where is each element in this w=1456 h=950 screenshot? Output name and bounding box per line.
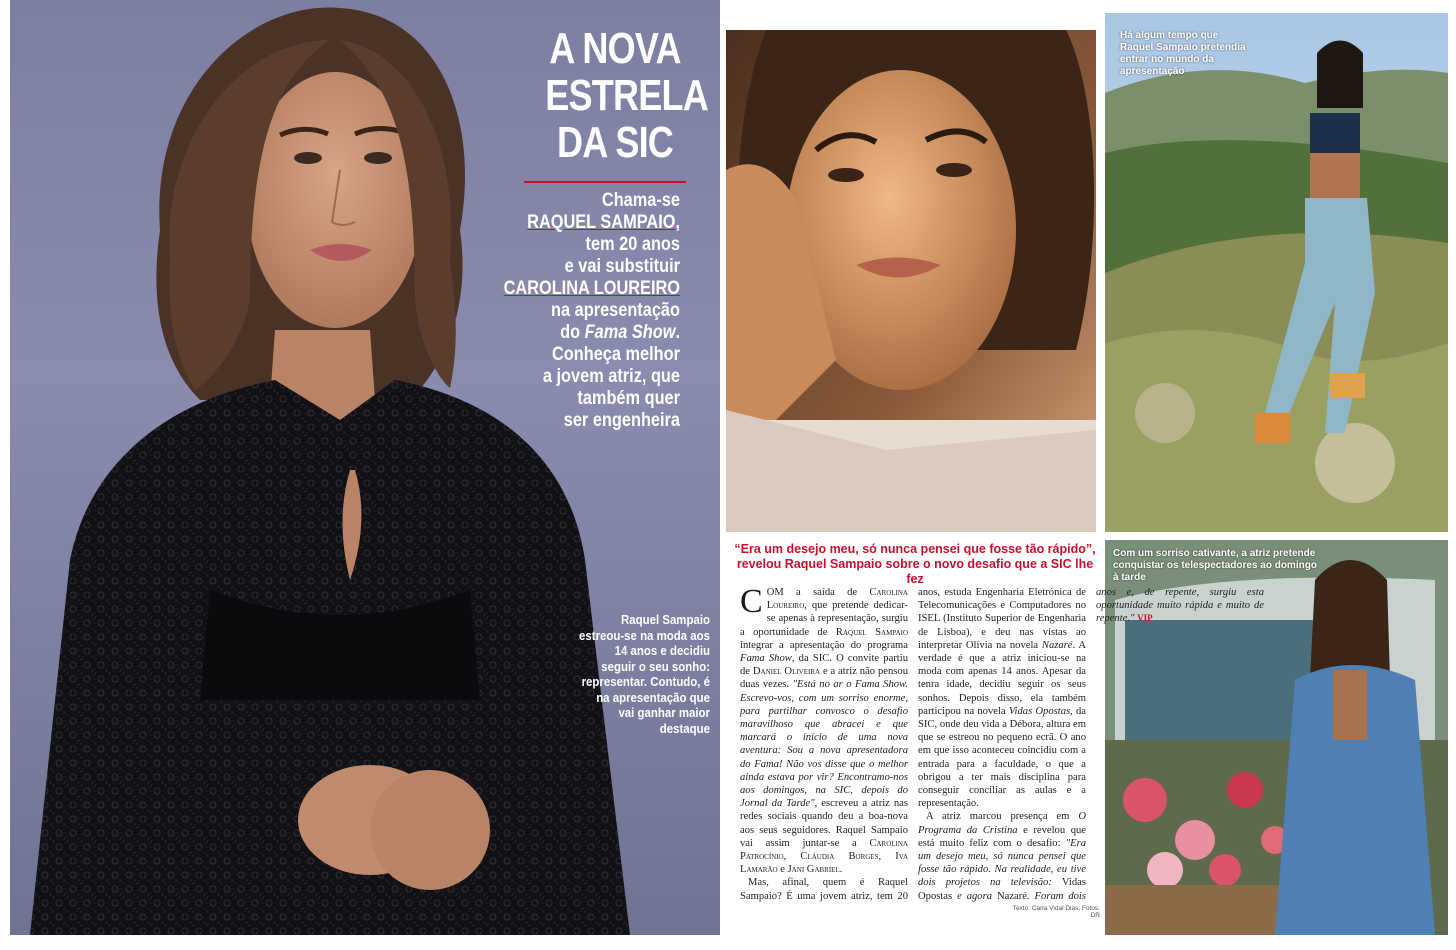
article-text: e a atriz não pensou duas vezes. xyxy=(740,666,908,691)
article-paragraph-1 xyxy=(740,583,909,876)
photo-credit: Texto: Carla Vidal Dias; Fotos: DR xyxy=(1012,905,1100,919)
article-text: Vidas Opostas xyxy=(918,877,1086,902)
article-text: , escreveu a atriz nas redes sociais quando deu a boa-nova aos seus seguidores. Raquel Sampaio vai assim juntar-se a xyxy=(740,798,908,849)
article-name: Carolina Loureiro xyxy=(766,587,908,612)
article-text: e xyxy=(777,864,788,876)
article-italic: Nazaré xyxy=(1041,639,1073,651)
standfirst-show-name: Fama Show xyxy=(584,322,676,343)
article-quote: "Era um desejo meu, só nunca pensei que fosse tão rápido. Na realidade, eu tive dois projetos na televisão: xyxy=(918,837,1086,889)
standfirst-line: e vai substituir xyxy=(564,256,680,277)
article-name: Jani Gabriel xyxy=(787,864,840,876)
standfirst-name-raquel: RAQUEL SAMPAIO, xyxy=(527,212,680,233)
article-text: . xyxy=(839,864,843,876)
article-text: OM a saída de xyxy=(766,587,870,598)
pull-quote: “Era um desejo meu, só nunca pensei que fosse tão rápido”, revelou Raquel Sampaio sobre o novo desafio que a SIC lhe fez xyxy=(734,542,1096,586)
standfirst-text: . xyxy=(675,322,680,343)
article-quote: e agora xyxy=(952,890,997,902)
standfirst-line: Chama-se xyxy=(601,190,680,211)
headline-line-3: DA SIC xyxy=(556,118,674,167)
left-photo-caption: Raquel Sampaio estreou-se na moda aos 14 anos e decidiu seguir o seu sonho: representar. Contudo, é na apresentação que vai ganhar maior destaque xyxy=(579,612,710,736)
mountain-photo-caption: Há algum tempo que Raquel Sampaio pretendia entrar no mundo da apresentação xyxy=(1120,30,1246,77)
article-italic: Vidas Opostas xyxy=(1008,705,1071,717)
standfirst-name-carolina: CAROLINA LOUREIRO xyxy=(503,278,680,299)
standfirst xyxy=(499,190,680,432)
standfirst-line: a jovem atriz, que xyxy=(542,366,680,387)
left-page xyxy=(10,0,720,935)
article-text: , da SIC. O convite partiu de xyxy=(740,653,908,678)
article-italic: Fama Show xyxy=(740,653,792,665)
drop-cap: C xyxy=(740,583,763,620)
standfirst-line: na apresentação xyxy=(551,300,680,321)
article-text: A atriz marcou presença em xyxy=(926,811,1079,823)
standfirst-text: do xyxy=(560,322,585,343)
article-text: , que pretende dedicar-se apenas à representação, surgiu a oportunidade de xyxy=(740,600,908,638)
headline-line-1: A NOVA xyxy=(549,24,681,73)
market-photo-caption: Com um sorriso cativante, a atriz pretende conquistar os telespectadores ao domingo à tarde xyxy=(1113,548,1317,583)
article-name: Daniel Oliveira xyxy=(752,666,821,678)
article-text: e revelou que está muito feliz com o desafio: xyxy=(918,824,1086,849)
standfirst-line: Conheça melhor xyxy=(551,344,680,365)
headline xyxy=(545,24,708,167)
headline-rule xyxy=(524,181,686,183)
article-body xyxy=(740,583,1264,906)
article-text: . A verdade é que a atriz iniciou-se na moda com apenas 14 anos. Apesar da tenra idade, decidiu seguir os seus sonhos. Depois disso, ela também participou na novela xyxy=(918,639,1086,717)
article-text: Nazaré xyxy=(996,890,1027,902)
standfirst-line: tem 20 anos xyxy=(585,234,680,255)
article-quote: . Foram dois anos e, de repente, surgiu esta oportunidade muito rápida e muito de repente." xyxy=(1026,587,1264,902)
closeup-photo xyxy=(726,30,1096,532)
vip-end-mark: VIP xyxy=(1137,613,1153,624)
standfirst-show-line xyxy=(499,322,680,344)
article-text: , da SIC, onde deu vida a Débora, altura em que se estreou no pequeno ecrã. O ano em que isso aconteceu coincidiu com a entrada para a faculdade, o que a obrigou a ter mais disciplina para conseguir conciliar as aulas e a representação. xyxy=(918,705,1087,810)
mountain-photo xyxy=(1105,13,1448,532)
article-quote: "Está no ar o Fama Show. Escrevo-vos, com um sorriso enorme, para partilhar convosco o desafio maravilhoso que abracei e que marcará o início de uma nova aventura: Sou a nova apresentadora do Fama! Não vos disse que o melhor ainda estava por vir? Encontramo-nos aos domingos, na SIC, depois do Jornal da Tarde" xyxy=(740,679,908,810)
standfirst-line: ser engenheira xyxy=(563,410,680,431)
article-name: Carolina Patrocínio, Cláudia Borges, Iva Lamarão xyxy=(740,837,908,876)
standfirst-line: também quer xyxy=(577,388,680,409)
article-text: Mas, afinal, quem é Raquel Sampaio? É uma jovem atriz, tem 20 anos, estuda Engenharia Eletrónica de Telecomunicações e Computadores no ISEL (Instituto Superior de Engenharia de Lisboa), e deu nas vistas ao interpretar Olívia na novela xyxy=(740,587,1086,902)
article-italic: O Programa da Cristina xyxy=(918,811,1086,836)
article-text: integrar a apresentação do programa xyxy=(740,639,908,651)
article-name: Raquel Sampaio xyxy=(835,626,909,638)
headline-line-2: ESTRELA xyxy=(545,71,708,120)
